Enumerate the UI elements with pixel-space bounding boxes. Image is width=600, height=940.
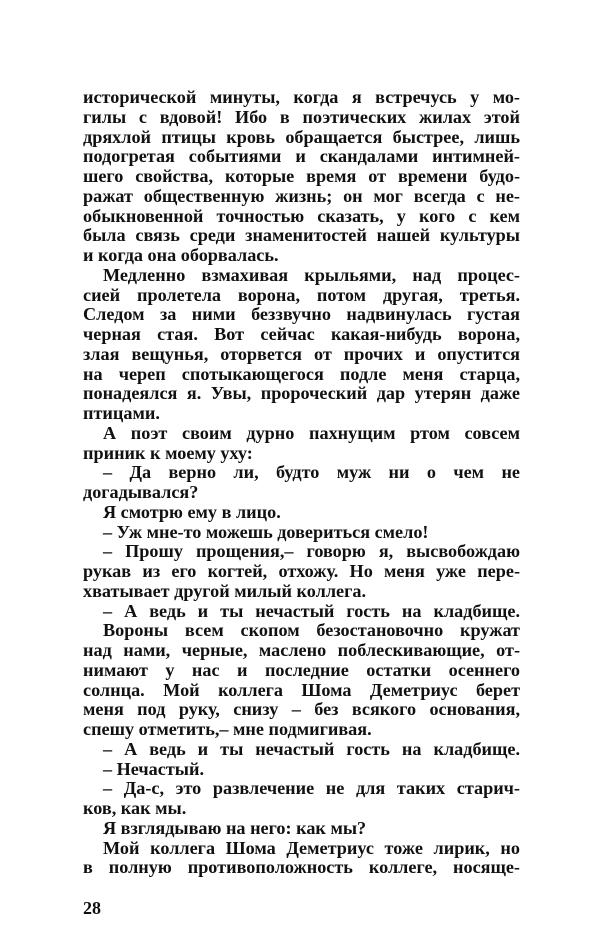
text-line: злая вещунья, оторвется от прочих и опустится <box>83 343 520 364</box>
page-number: 28 <box>83 898 101 918</box>
text-line: Я смотрю ему в лицо. <box>103 501 281 522</box>
text-line: на череп спотыкающегося подле меня старца, <box>83 363 520 384</box>
text-line: – А ведь и ты нечастый гость на кладбище. <box>103 600 520 621</box>
text-line: Следом за ними беззвучно надвинулась густая <box>83 304 520 325</box>
text-line: – Уж мне-то можешь довериться смело! <box>103 521 429 542</box>
text-line: спешу отметить,– мне подмигивая. <box>83 719 372 739</box>
text-line: птицами. <box>83 403 160 423</box>
text-line: в полную противоположность коллеге, носяще- <box>83 857 520 878</box>
text-line: шего свойства, которые время от времени будо- <box>83 166 520 186</box>
text-line: понадеялся я. Увы, пророческий дар утерян даже <box>83 383 520 404</box>
text-line: меня под руку, снизу – без всякого основания, <box>83 699 520 720</box>
text-line: солнца. Мой коллега Шома Деметриус берет <box>83 679 520 700</box>
text-line: ражат общественную жизнь; он мог всегда с не- <box>83 185 520 206</box>
text-line: приник к моему уху: <box>83 442 253 463</box>
text-line: Медленно взмахивая крыльями, над процес- <box>103 264 520 285</box>
text-line: догадывался? <box>83 482 199 502</box>
text-line: дряхлой птицы кровь обращается быстрее, лишь <box>83 126 520 147</box>
text-line: – Прошу прощения,– говорю я, высвобождаю <box>103 541 520 562</box>
text-line: – А ведь и ты нечастый гость на кладбище. <box>103 738 520 759</box>
text-line: Мой коллега Шома Деметриус тоже лирик, но <box>103 837 520 858</box>
text-line: черная стая. Вот сейчас какая-нибудь ворона, <box>83 324 520 344</box>
text-line: Я взглядываю на него: как мы? <box>103 817 367 838</box>
text-line: – Нечастый. <box>103 758 204 779</box>
text-line: была связь среди знаменитостей нашей культуры <box>83 225 520 246</box>
text-line: сией пролетела ворона, потом другая, третья. <box>83 284 520 305</box>
text-line: – Да верно ли, будто муж ни о чем не <box>103 462 520 483</box>
text-line: хватывает другой милый коллега. <box>83 580 367 601</box>
text-line: – Да-с, это развлечение не для таких старич- <box>103 778 520 799</box>
text-line: Вороны всем скопом безостановочно кружат <box>103 620 520 641</box>
text-line: гилы с вдовой! Ибо в поэтических жилах этой <box>83 106 520 127</box>
text-line: и когда она оборвалась. <box>83 245 279 265</box>
text-line: ков, как мы. <box>83 798 187 818</box>
text-line: нимают у нас и последние остатки осеннего <box>83 659 520 680</box>
text-line: рукав из его когтей, отхожу. Но меня уже пере- <box>83 561 520 581</box>
page-body-text <box>83 88 520 878</box>
text-line: подогретая событиями и скандалами интимней- <box>83 146 520 167</box>
text-line: исторической минуты, когда я встречусь у мо- <box>83 87 520 107</box>
text-line: А поэт своим дурно пахнущим ртом совсем <box>103 422 520 443</box>
text-line: над нами, черные, маслено поблескивающие, от- <box>83 640 520 660</box>
text-line: обыкновенной точностью сказать, у кого с кем <box>83 205 520 226</box>
